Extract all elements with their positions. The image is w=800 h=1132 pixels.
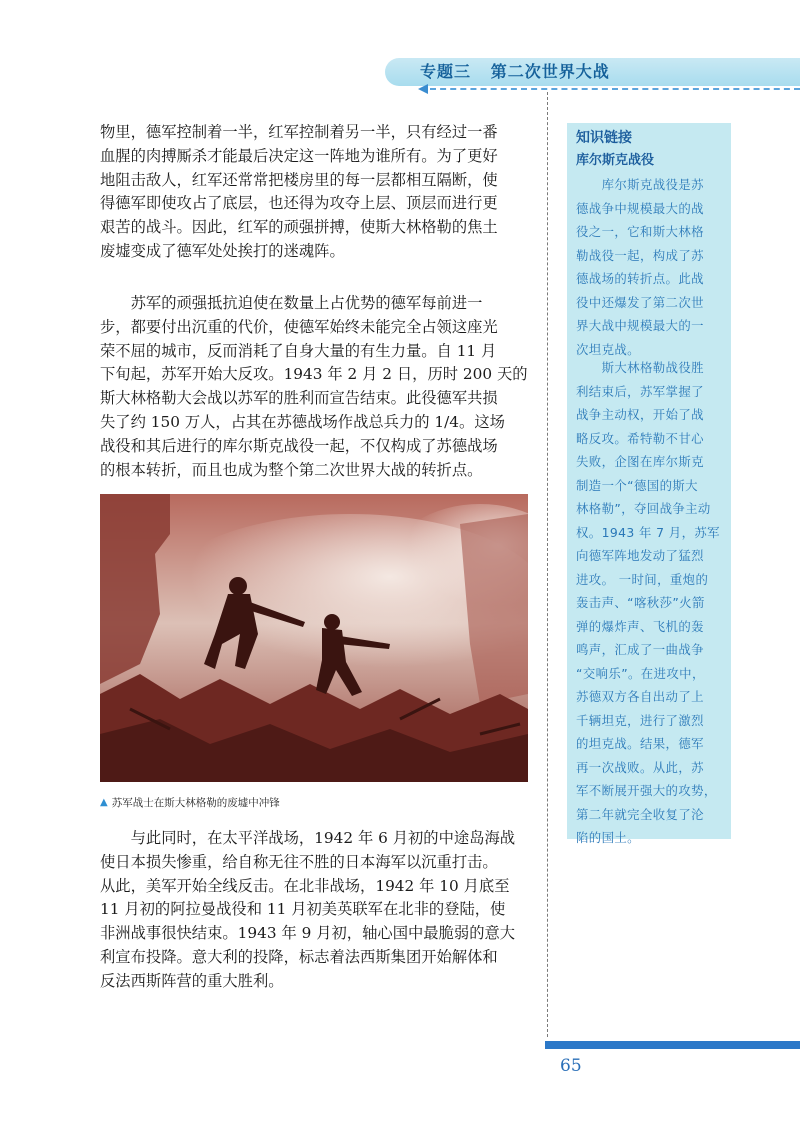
- sidebar-subheading: 库尔斯克战役: [576, 153, 655, 168]
- caption-text: 苏军战士在斯大林格勒的废墟中冲锋: [111, 797, 280, 809]
- sidebar-heading: 知识链接: [576, 130, 632, 146]
- header-dashed-rule: [430, 88, 800, 90]
- photo-caption: [100, 795, 280, 811]
- stalingrad-photo: [100, 494, 528, 782]
- arrow-left-icon: [418, 84, 428, 94]
- chapter-title: 专题三 第二次世界大战: [420, 62, 610, 81]
- body-paragraph: 苏军的顽强抵抗迫使在数量上占优势的德军每前进一 步，都要付出沉重的代价，使德军始终未能完全占领这座光 荣不屈的城市，反而消耗了自身大量的有生力量。自 11 月 下旬起，苏军开始大反攻。1943 年 2 月 2 日，历时 200 天的 斯大林格勒大会战以苏军的胜利而宣告结束。此役德军共损 失了约 150 万人，占其在苏德战场作战总兵力的 1/4。这场 战役和其后进行的库尔斯克战役一起，不仅构成了苏德战场 的根本转折，而且也成为整个第二次世界大战的转折点。: [100, 294, 528, 479]
- column-divider: [547, 92, 548, 1037]
- sidebar-paragraph: 库尔斯克战役是苏 德战争中规模最大的战 役之一，它和斯大林格 勒战役一起，构成了苏 德战场的转折点。此战 役中还爆发了第二次世 界大战中规模最大的一 次坦克战。: [576, 177, 704, 357]
- body-paragraph: 与此同时，在太平洋战场，1942 年 6 月初的中途岛海战 使日本损失惨重，给自称无往不胜的日本海军以沉重打击。 从此，美军开始全线反击。在北非战场，1942 年 10 月底至 11 月初的阿拉曼战役和 11 月初美英联军在北非的登陆，使 非洲战事很快结束。1943 年 9 月初，轴心国中最脆弱的意大 利宣布投降。意大利的投降，标志着法西斯集团开始解体和 反法西斯阵营的重大胜利。: [100, 829, 516, 990]
- page-number: 65: [560, 1056, 582, 1076]
- body-paragraph: 物里，德军控制着一半，红军控制着另一半，只有经过一番 血腥的肉搏厮杀才能最后决定这一阵地为谁所有。为了更好 地阻击敌人，红军还常常把楼房里的每一层都相互隔断，使 得德军即使攻占了底层，也还得为攻夺上层、顶层而进行更 艰苦的战斗。因此，红军的顽强拼搏，使斯大林格勒的焦土 废墟变成了德军处处挨打的迷魂阵。: [100, 123, 498, 260]
- sidebar-paragraph: 斯大林格勒战役胜 利结束后，苏军掌握了 战争主动权，开始了战 略反攻。希特勒不甘心 失败，企图在库尔斯克 制造一个“德国的斯大 林格勒”，夺回战争主动 权。1943 年 7 月，苏军 向德军阵地发动了猛烈 进攻。 一时间，重炮的 轰击声、“喀秋莎”火箭 弹的爆炸声、飞机的轰 鸣声，汇成了一曲战争 “交响乐”。在进攻中， 苏德双方各自出动了上 千辆坦克，进行了激烈 的坦克战。结果，德军 再一次战败。从此，苏 军不断展开强大的攻势， 第二年就完全收复了沦 陷的国土。: [576, 360, 720, 845]
- footer-bar: [545, 1041, 800, 1049]
- battle-scene-image: [100, 494, 528, 782]
- triangle-up-icon: ▲: [100, 797, 108, 808]
